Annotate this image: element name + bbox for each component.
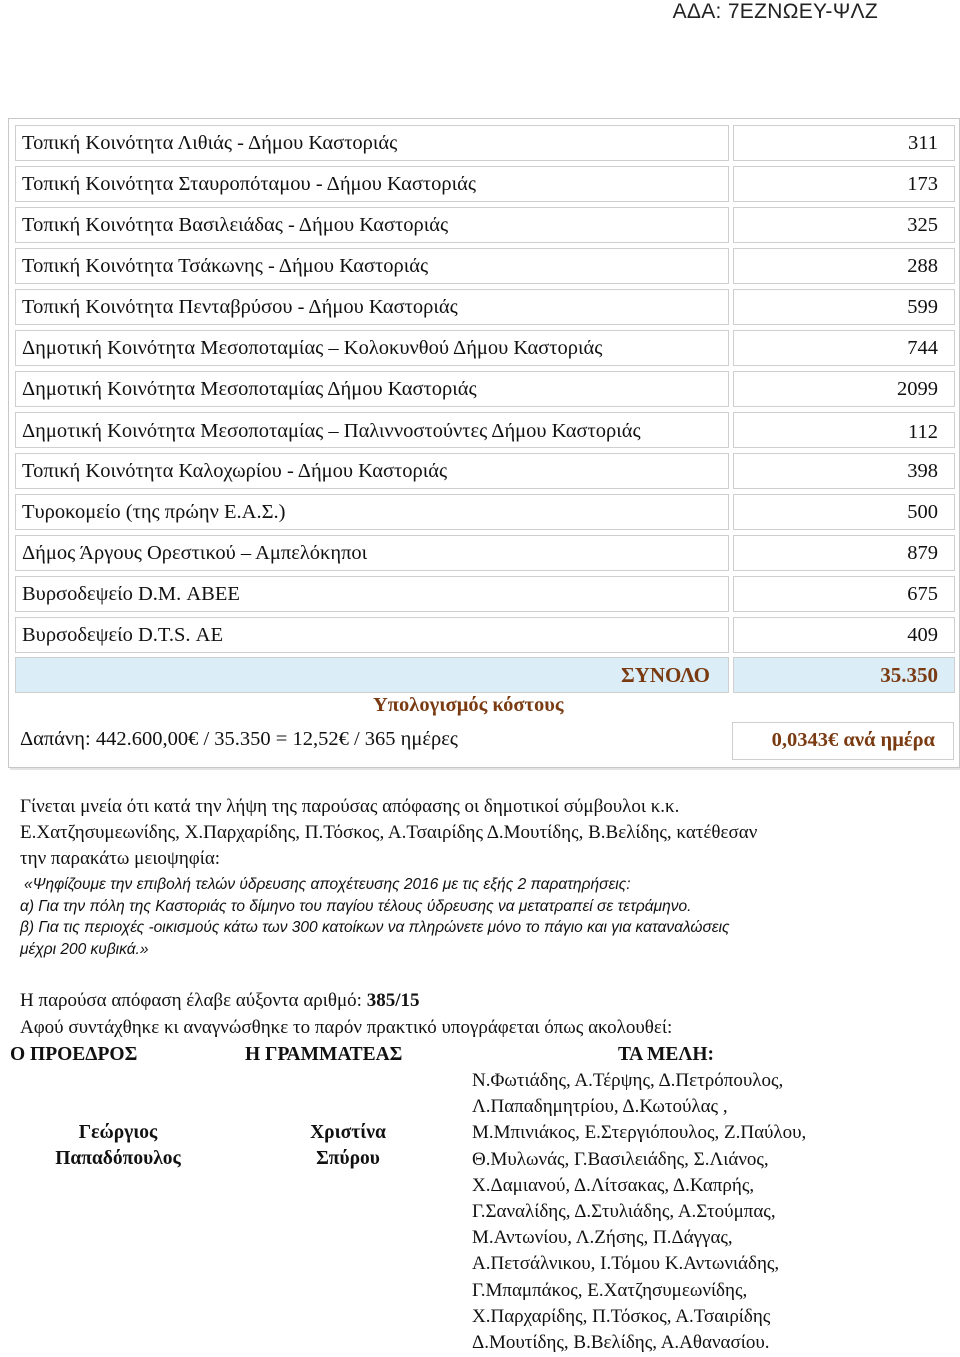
row-label: Τοπική Κοινότητα Πενταβρύσου - Δήμου Καστοριάς (22, 296, 458, 318)
row-value: 500 (907, 501, 938, 523)
president-heading: Ο ΠΡΟΕΔΡΟΣ (10, 1044, 138, 1065)
consumption-table (8, 118, 960, 768)
members-line: Χ.Δαμιανού, Δ.Λίτσακας, Δ.Καπρής, (472, 1174, 755, 1196)
ada-code: ΑΔΑ: 7ΕΖΝΩΕΥ-ΨΛΖ (672, 0, 878, 23)
secretary-heading: Η ΓΡΑΜΜΑΤΕΑΣ (245, 1044, 403, 1065)
row-label: Τοπική Κοινότητα Τσάκωνης - Δήμου Καστοριάς (22, 255, 429, 277)
row-label: Τοπική Κοινότητα Βασιλειάδας - Δήμου Καστοριάς (22, 214, 449, 236)
minority-note-line: Γίνεται μνεία ότι κατά την λήψη της παρούσας απόφασης οι δημοτικοί σύμβουλοι κ.κ. (20, 796, 680, 817)
minority-note-line: Ε.Χατζησυμεωνίδης, Χ.Παρχαρίδης, Π.Τόσκος, Α.Τσαιρίδης Δ.Μουτίδης, Β.Βελίδης, κατέθεσαν (20, 822, 758, 843)
row-value: 2099 (897, 378, 938, 400)
total-label: ΣΥΝΟΛΟ (620, 663, 710, 687)
minority-quote-line: α) Για την πόλη της Καστοριάς το δίμηνο του παγίου τέλους ύδρευσης να μετατραπεί σε τετράμηνο. (20, 898, 692, 915)
table-row (15, 371, 953, 405)
total-row (15, 657, 953, 691)
members-line: Χ.Παρχαρίδης, Π.Τόσκος, Α.Τσαιρίδης (472, 1305, 771, 1327)
row-label: Δήμος Άργους Ορεστικού – Αμπελόκηποι (22, 542, 368, 564)
row-value: 744 (907, 337, 938, 359)
row-label: Δημοτική Κοινότητα Μεσοποταμίας Δήμου Καστοριάς (22, 378, 477, 400)
cost-calc-title: Υπολογισμός κόστους (373, 694, 564, 716)
table-row (15, 535, 953, 569)
row-value: 311 (908, 132, 938, 154)
decision-number-line (20, 990, 420, 1012)
row-label: Δημοτική Κοινότητα Μεσοποταμίας – Κολοκυνθού Δήμου Καστοριάς (22, 337, 603, 359)
row-label: Βυρσοδεψείο D.M. ΑΒΕΕ (22, 583, 240, 605)
row-value: 599 (907, 296, 938, 318)
president-first-name: Γεώργιος (78, 1122, 158, 1143)
row-value: 173 (907, 173, 938, 195)
members-line: Λ.Παπαδημητρίου, Δ.Κωτούλας , (472, 1096, 728, 1118)
members-line: Μ.Αντωνίου, Λ.Ζήσης, Π.Δάγγας, (472, 1227, 733, 1249)
row-value: 288 (907, 255, 938, 277)
row-value: 879 (907, 542, 938, 564)
members-list (472, 1068, 806, 1356)
members-heading: ΤΑ ΜΕΛΗ: (618, 1044, 715, 1065)
members-line: Γ.Μπαμπάκος, Ε.Χατζησυμεωνίδης, (472, 1279, 748, 1301)
row-value: 409 (907, 624, 938, 646)
minority-note-line: την παρακάτω μειοψηφία: (20, 848, 221, 869)
row-value: 675 (907, 583, 938, 605)
decision-number: 385/15 (366, 990, 420, 1011)
table-row (15, 289, 953, 323)
table-row (15, 330, 953, 364)
total-value: 35.350 (880, 663, 938, 687)
row-label: Τοπική Κοινότητα Λιθιάς - Δήμου Καστοριάς (22, 132, 398, 154)
president-last-name: Παπαδόπουλος (55, 1148, 181, 1169)
table-row (15, 412, 953, 446)
table-row (15, 166, 953, 200)
cost-calc-expression: Δαπάνη: 442.600,00€ / 35.350 = 12,52€ / 365 ημέρες (20, 728, 458, 750)
row-label: Βυρσοδεψείο D.T.S. ΑΕ (22, 624, 223, 646)
minority-quote-line: «Ψηφίζουμε την επιβολή τελών ύδρευσης αποχέτευσης 2016 με τις εξής 2 παρατηρήσεις: (24, 876, 631, 893)
table-row (15, 494, 953, 528)
row-value: 112 (908, 421, 938, 443)
row-value: 398 (907, 460, 938, 482)
row-value: 325 (907, 214, 938, 236)
row-label: Τοπική Κοινότητα Καλοχωρίου - Δήμου Καστοριάς (22, 460, 448, 482)
table-row (15, 248, 953, 282)
members-line: Δ.Μουτίδης, Β.Βελίδης, Α.Αθανασίου. (472, 1332, 770, 1354)
table-row (15, 617, 953, 651)
members-line: Ν.Φωτιάδης, Α.Τέρψης, Δ.Πετρόπουλος, (472, 1070, 784, 1091)
table-row (15, 207, 953, 241)
table-row (15, 453, 953, 487)
members-line: Μ.Μπινιάκος, Ε.Στεργιόπουλος, Ζ.Παύλου, (472, 1122, 807, 1144)
signing-text: Αφού συντάχθηκε κι αναγνώσθηκε το παρόν πρακτικό υπογράφεται όπως ακολουθεί: (20, 1017, 673, 1038)
row-label: Τοπική Κοινότητα Σταυροπόταμου - Δήμου Καστοριάς (22, 173, 476, 195)
minority-quote-line: β) Για τις περιοχές -οικισμούς κάτω των 300 κατοίκων να πληρώνετε μόνο το πάγιο και για καταναλώσεις (20, 919, 730, 936)
table-row (15, 125, 953, 159)
members-line: Γ.Σαναλίδης, Δ.Στυλιάδης, Α.Στούμπας, (472, 1201, 776, 1223)
row-label: Δημοτική Κοινότητα Μεσοποταμίας – Παλιννοστούντες Δήμου Καστοριάς (22, 420, 641, 442)
secretary-last-name: Σπύρου (316, 1148, 380, 1169)
cost-calc-result: 0,0343€ ανά ημέρα (771, 729, 935, 751)
minority-quote-line: μέχρι 200 κυβικά.» (20, 941, 149, 958)
secretary-first-name: Χριστίνα (310, 1122, 386, 1143)
row-label: Τυροκομείο (της πρώην Ε.Α.Σ.) (22, 501, 286, 523)
table-row (15, 576, 953, 610)
decision-label: Η παρούσα απόφαση έλαβε αύξοντα αριθμό: (20, 990, 367, 1011)
members-line: Θ.Μυλωνάς, Γ.Βασιλειάδης, Σ.Λιάνος, (472, 1148, 769, 1170)
members-line: Α.Πετσάλνικου, Ι.Τόμου Κ.Αντωνιάδης, (472, 1253, 780, 1275)
